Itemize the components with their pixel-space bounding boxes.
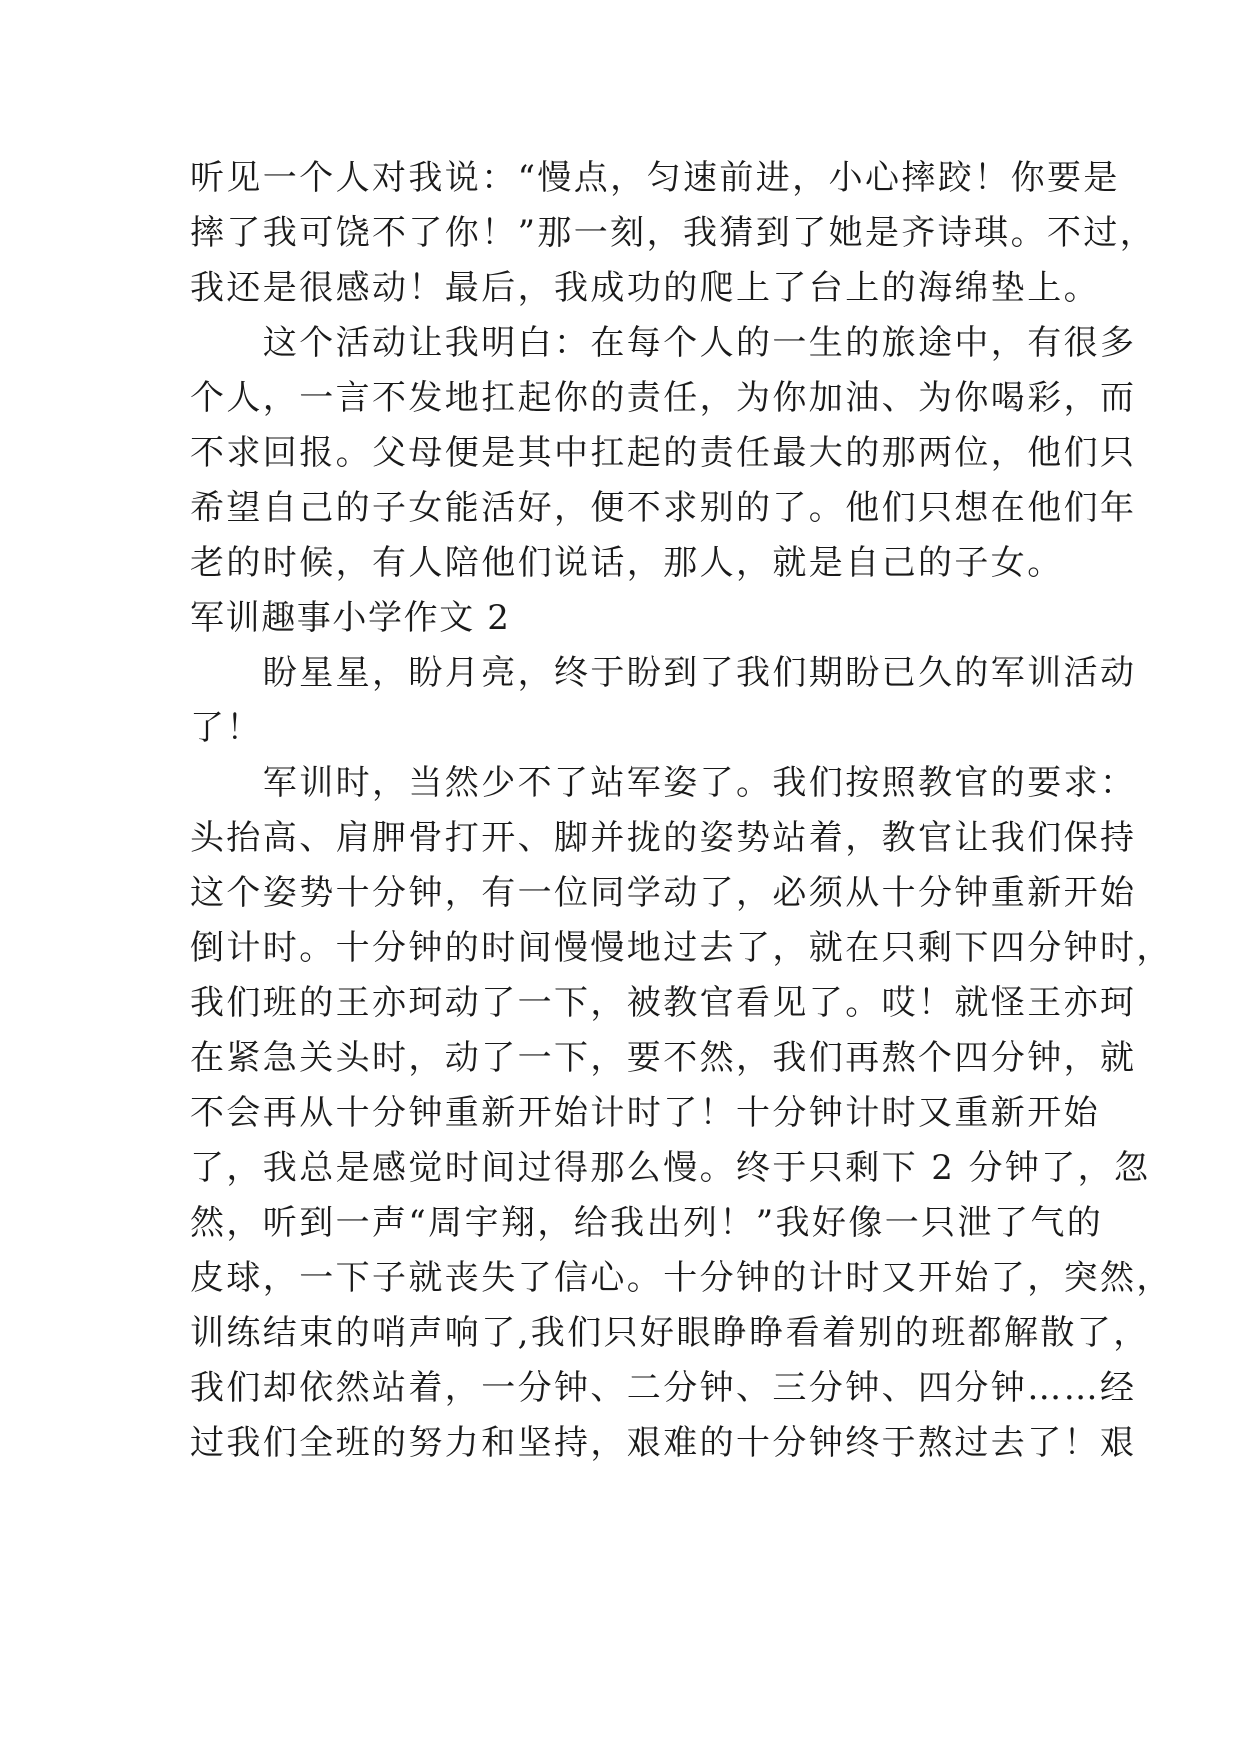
text-line: 希望自己的子女能活好，便不求别的了。他们只想在他们年 [190,488,1137,528]
text-line: 军训时，当然少不了站军姿了。我们按照教官的要求： [190,763,1137,803]
text-line: 过我们全班的努力和坚持，艰难的十分钟终于熬过去了！艰 [190,1423,1137,1463]
text-line: 个人，一言不发地扛起你的责任，为你加油、为你喝彩，而 [190,378,1137,418]
text-line: 这个姿势十分钟，有一位同学动了，必须从十分钟重新开始 [190,873,1137,913]
text-line: 这个活动让我明白：在每个人的一生的旅途中，有很多 [190,323,1137,363]
text-line: 头抬高、肩胛骨打开、脚并拢的姿势站着，教官让我们保持 [190,818,1137,858]
text-line: 了！ [190,708,263,748]
text-line: 听见一个人对我说：“慢点，匀速前进，小心摔跤！你要是 [190,158,1120,198]
text-line: 我们班的王亦珂动了一下，被教官看见了。哎！就怪王亦珂 [190,983,1137,1023]
text-line: 摔了我可饶不了你！”那一刻，我猜到了她是齐诗琪。不过， [190,213,1157,253]
text-line: 我还是很感动！最后，我成功的爬上了台上的海绵垫上。 [190,268,1100,308]
text-line: 老的时候，有人陪他们说话，那人，就是自己的子女。 [190,543,1064,583]
text-line: 皮球，一下子就丧失了信心。十分钟的计时又开始了，突然， [190,1258,1173,1298]
section-heading: 军训趣事小学作文 2 [190,598,511,638]
text-line: 不求回报。父母便是其中扛起的责任最大的那两位，他们只 [190,433,1137,473]
text-line: 在紧急关头时，动了一下，要不然，我们再熬个四分钟，就 [190,1038,1137,1078]
text-line: 了，我总是感觉时间过得那么慢。终于只剩下 2 分钟了，忽 [190,1148,1151,1188]
text-line: 训练结束的哨声响了,我们只好眼睁睁看着别的班都解散了， [190,1313,1150,1353]
text-line: 然，听到一声“周宇翔，给我出列！”我好像一只泄了气的 [190,1203,1104,1243]
text-line: 倒计时。十分钟的时间慢慢地过去了，就在只剩下四分钟时， [190,928,1173,968]
text-line: 盼星星，盼月亮，终于盼到了我们期盼已久的军训活动 [190,653,1137,693]
text-line: 不会再从十分钟重新开始计时了！十分钟计时又重新开始 [190,1093,1100,1133]
text-line: 我们却依然站着，一分钟、二分钟、三分钟、四分钟……经 [190,1368,1137,1408]
